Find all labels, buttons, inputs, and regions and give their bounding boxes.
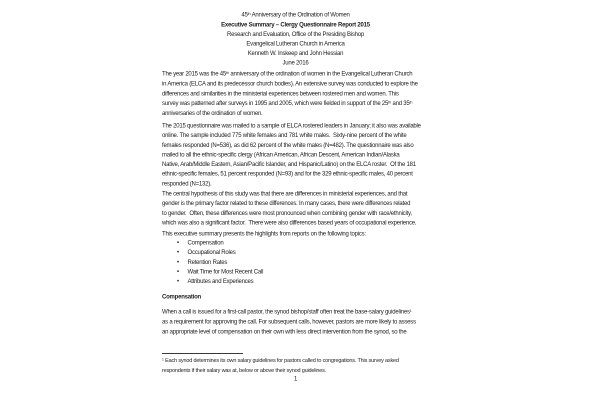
text-line: [162, 317, 429, 327]
text-line: [162, 98, 429, 108]
text-line: [162, 307, 429, 317]
footnote-separator: [162, 353, 243, 354]
superscript: th: [225, 70, 229, 75]
text-line: [162, 79, 429, 89]
text-line: [162, 189, 429, 199]
section-heading-compensation: Compensation: [162, 293, 201, 300]
superscript: th: [388, 99, 392, 105]
text-run: When a call is issued for a first-call pastor, the synod bishop/staff often treat the base-salary guidelines: [162, 308, 410, 315]
text-run: survey was patterned after surveys in 1995 and 2005, which were fielded in support of the 25: [162, 99, 389, 107]
bullet-item: [162, 248, 429, 258]
text-line: [162, 39, 429, 49]
bullet-text: Compensation: [187, 239, 224, 246]
text-run: Each synod determines its own salary guidelines for pastors called to congregations. This survey asked: [163, 357, 399, 364]
text-run: gender is the primary factor related to these differences. In many cases, there were differences related: [162, 199, 411, 207]
bullet-text: Occupational Roles: [187, 248, 236, 256]
text-run: The year 2015 was the 45: [162, 70, 226, 77]
text-run: females responded (N=536), as did 62 percent of the white males (N=482). The questionnaire was also: [162, 141, 414, 149]
text-run: Research and Evaluation, Office of the Presiding Bishop: [227, 30, 364, 38]
text-line: [162, 20, 429, 30]
text-run: and 35: [391, 99, 410, 107]
text-run: 45: [241, 11, 248, 18]
text-run: The central hypothesis of this study was that there are differences in ministerial experiences, and that: [162, 190, 408, 197]
superscript: th: [409, 99, 413, 105]
bullet-text: Attributes and Experiences: [187, 277, 254, 285]
bullet-marker-icon: •: [177, 239, 179, 246]
superscript: th: [247, 11, 251, 16]
text-run: The 2015 questionnaire was mailed to a sample of ELCA rostered leaders in January; it also was available: [162, 122, 421, 129]
bullet-marker-icon: •: [177, 277, 179, 285]
text-run: differences and similarities in the ministerial experiences between rostered men and women. This: [162, 89, 399, 97]
text-run: responded (N=132).: [162, 179, 212, 187]
text-run: to gender. Often, these differences were most pronounced when combining gender with race/ethnicity,: [162, 209, 412, 217]
text-run: Evangelical Lutheran Church in America: [246, 40, 345, 47]
page-number: 1: [293, 375, 298, 382]
text-run: an appropriate level of compensation on their own with less direct intervention from the synod, so the: [162, 327, 407, 335]
text-line: [162, 30, 429, 40]
bullet-item: [162, 238, 429, 248]
text-line: [162, 10, 429, 20]
bullet-marker-icon: •: [177, 248, 179, 256]
paragraph-sample: [162, 121, 429, 189]
superscript: 1: [409, 308, 412, 313]
footnote: [162, 356, 429, 375]
text-run: June 2016: [282, 59, 309, 66]
text-line: [162, 169, 429, 179]
bullet-item: [162, 257, 429, 267]
text-line: [162, 69, 429, 79]
text-line: [162, 199, 429, 209]
text-run: mailed to all the ethnic-specific clergy (African American, African Descent, American Indian/Alaska: [162, 150, 400, 158]
text-run: Anniversary of the Ordination of Women: [250, 11, 350, 18]
paragraph-introduction: [162, 69, 429, 118]
paragraph-compensation: [162, 307, 429, 336]
text-line: [162, 356, 429, 366]
text-run: This executive summary presents the highlights from reports on the following topics:: [162, 230, 366, 237]
text-run: Native, Arab/Middle Eastern, Asian/Pacific Islander, and Hispanic/Latino) on the ELCA roster. Of the 181: [162, 160, 416, 168]
text-line: [162, 131, 429, 141]
text-run: as a requirement for approving the call. For subsequent calls, however, pastors are more likely to assess: [162, 318, 416, 326]
bullet-item: [162, 267, 429, 277]
text-line: [162, 327, 429, 337]
bullet-item: [162, 277, 429, 287]
superscript: 1: [162, 357, 164, 362]
text-run: Kenneth W. Inskeep and John Hessian: [247, 49, 344, 57]
text-run: respondents if their salary was at, below or above their synod guidelines.: [162, 367, 327, 374]
text-run: in America (ELCA and its predecessor church bodies). An extensive survey was conducted to explore the: [162, 80, 418, 88]
text-line: [162, 150, 429, 160]
paragraph-hypothesis: [162, 189, 429, 228]
text-line: [162, 179, 429, 189]
text-run: online. The sample included 775 white females and 781 white males. Sixty-nine percent of the white: [162, 131, 407, 139]
bullet-text: Wait Time for Most Recent Call: [187, 267, 264, 275]
text-run: anniversaries of the ordination of women.: [162, 109, 263, 117]
text-line: [162, 140, 429, 150]
text-line: [162, 89, 429, 99]
text-run: ethnic-specific females, 51 percent responded (N=93) and for the 329 ethnic-specific males, 40 percent: [162, 170, 413, 178]
topics-list: [162, 238, 429, 286]
text-run: Executive Summary – Clergy Questionnaire Report 2015: [221, 21, 370, 28]
text-run: which was also a significant factor. There were also differences based years of occupational experience.: [162, 218, 417, 226]
text-line: [162, 58, 429, 68]
text-line: [162, 208, 429, 218]
text-line: [162, 160, 429, 170]
text-line: [162, 109, 429, 119]
text-line: [162, 218, 429, 228]
bullet-marker-icon: •: [177, 258, 179, 266]
text-line: [162, 49, 429, 59]
bullet-text: Retention Rates: [187, 258, 228, 266]
text-line: [162, 121, 429, 131]
bullet-marker-icon: •: [177, 267, 179, 275]
text-run: anniversary of the ordination of women in the Evangelical Lutheran Church: [228, 70, 413, 77]
document-header: [162, 10, 429, 68]
